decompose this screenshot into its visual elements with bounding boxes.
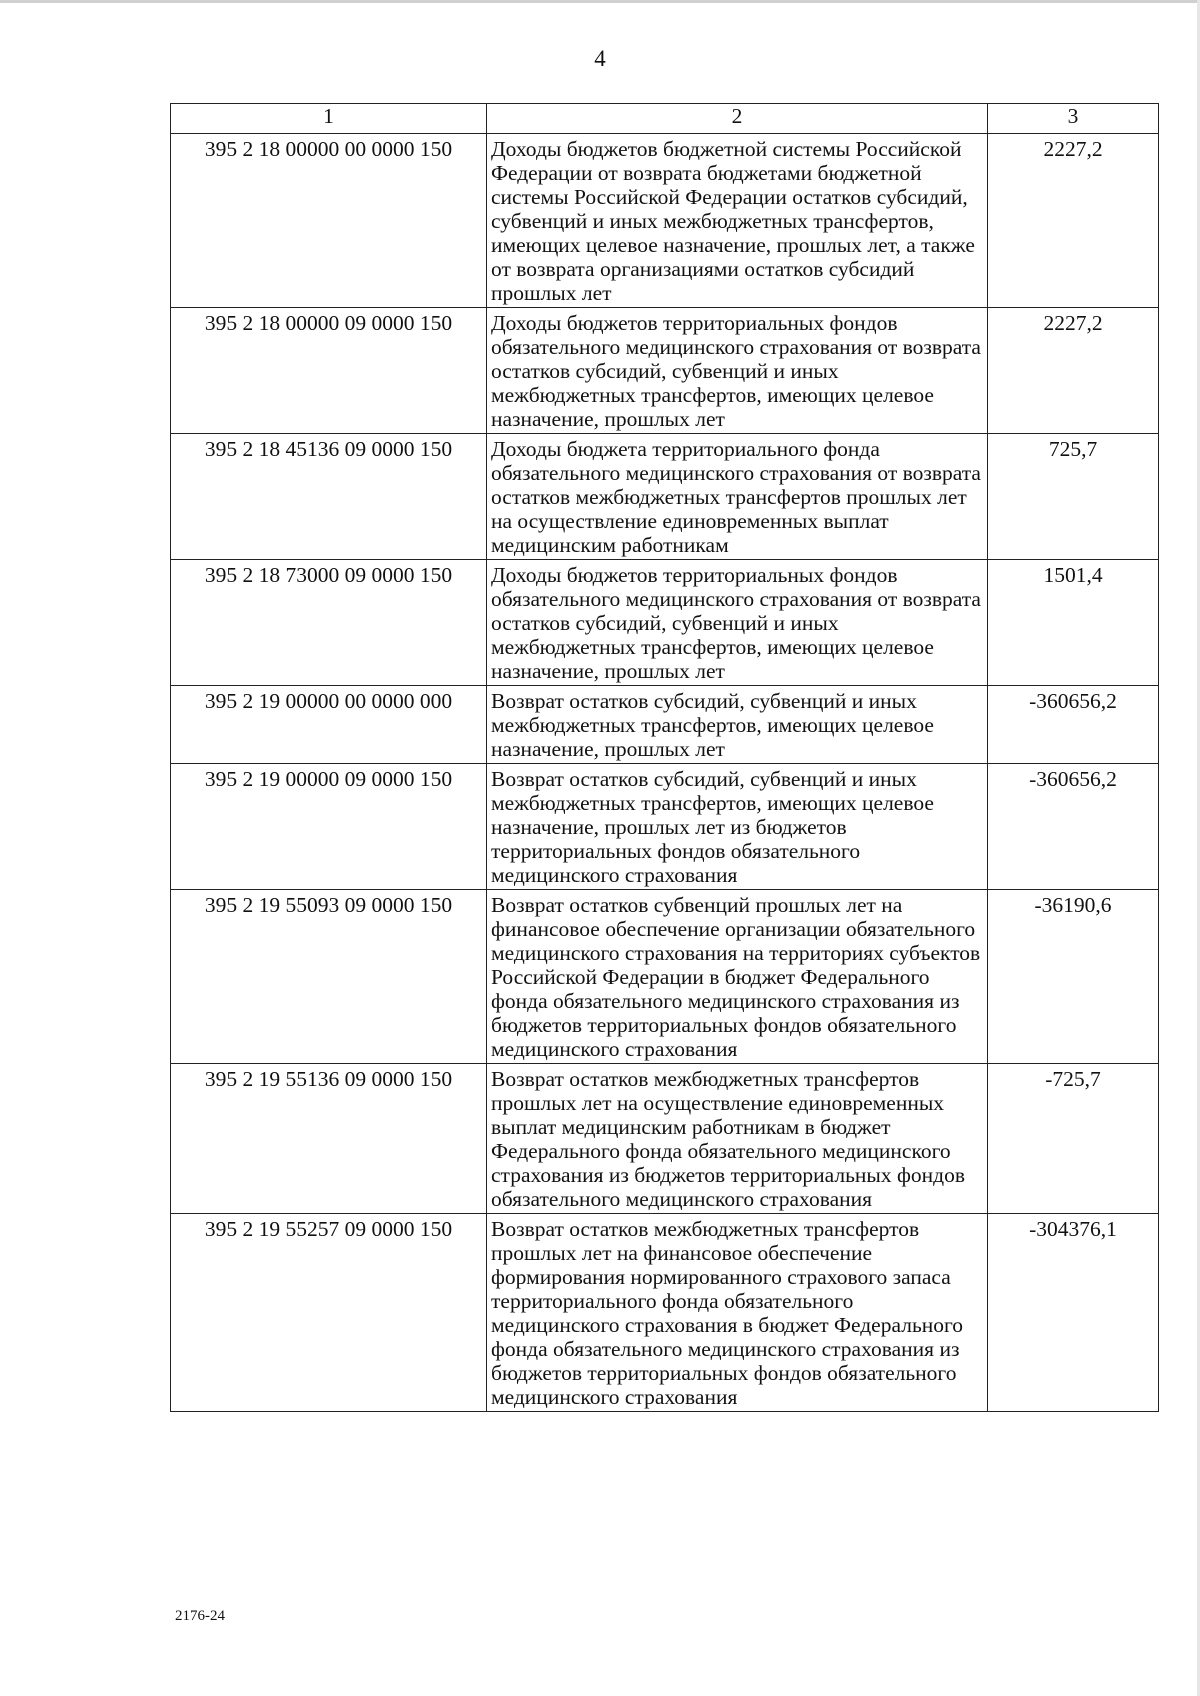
table-header-row: [171, 104, 1159, 134]
row-amount: 725,7: [988, 434, 1159, 560]
table-row: [171, 890, 1159, 1064]
row-code: 395 2 18 00000 09 0000 150: [171, 308, 487, 434]
row-amount: 1501,4: [988, 560, 1159, 686]
row-code: 395 2 19 00000 00 0000 000: [171, 686, 487, 764]
row-amount: -36190,6: [988, 890, 1159, 1064]
row-description: Доходы бюджетов территориальных фондов обязательного медицинского страхования от возврата остатков субсидий, субвенций и иных межбюджетных трансфертов, имеющих целевое назначение, прошлых лет: [487, 560, 988, 686]
row-description: Доходы бюджетов бюджетной системы Российской Федерации от возврата бюджетами бюджетной системы Российской Федерации остатков субсидий, субвенций и иных межбюджетных трансфертов, имеющих целевое назначение, прошлых лет, а также от возврата организациями остатков субсидий прошлых лет: [487, 134, 988, 308]
row-description: Возврат остатков межбюджетных трансфертов прошлых лет на осуществление единовременных выплат медицинским работникам в бюджет Федерального фонда обязательного медицинского страхования из бюджетов территориальных фондов обязательного медицинского страхования: [487, 1064, 988, 1214]
row-amount: -304376,1: [988, 1214, 1159, 1412]
row-amount: -360656,2: [988, 686, 1159, 764]
column-header-description: 2: [487, 104, 988, 134]
row-description: Доходы бюджета территориального фонда обязательного медицинского страхования от возврата остатков межбюджетных трансфертов прошлых лет на осуществление единовременных выплат медицинским работникам: [487, 434, 988, 560]
row-code: 395 2 19 55093 09 0000 150: [171, 890, 487, 1064]
row-code: 395 2 18 45136 09 0000 150: [171, 434, 487, 560]
row-description: Возврат остатков субсидий, субвенций и иных межбюджетных трансфертов, имеющих целевое назначение, прошлых лет из бюджетов территориальных фондов обязательного медицинского страхования: [487, 764, 988, 890]
table-row: [171, 764, 1159, 890]
table-row: [171, 308, 1159, 434]
row-amount: -725,7: [988, 1064, 1159, 1214]
table-row: [171, 686, 1159, 764]
row-code: 395 2 19 00000 09 0000 150: [171, 764, 487, 890]
row-code: 395 2 19 55257 09 0000 150: [171, 1214, 487, 1412]
row-description: Возврат остатков межбюджетных трансфертов прошлых лет на финансовое обеспечение формирования нормированного страхового запаса территориального фонда обязательного медицинского страхования в бюджет Федерального фонда обязательного медицинского страхования из бюджетов территориальных фондов обязательного медицинского страхования: [487, 1214, 988, 1412]
column-header-code: 1: [171, 104, 487, 134]
page-number: 4: [594, 46, 606, 71]
row-code: 395 2 18 00000 00 0000 150: [171, 134, 487, 308]
row-code: 395 2 19 55136 09 0000 150: [171, 1064, 487, 1214]
row-code: 395 2 18 73000 09 0000 150: [171, 560, 487, 686]
row-description: Возврат остатков субсидий, субвенций и иных межбюджетных трансфертов, имеющих целевое назначение, прошлых лет: [487, 686, 988, 764]
table-row: [171, 1214, 1159, 1412]
table-row: [171, 560, 1159, 686]
table-row: [171, 434, 1159, 560]
table-row: [171, 134, 1159, 308]
page-edge-top: [0, 0, 1200, 3]
document-id: 2176-24: [175, 1608, 225, 1624]
row-description: Возврат остатков субвенций прошлых лет на финансовое обеспечение организации обязательного медицинского страхования на территориях субъектов Российской Федерации в бюджет Федерального фонда обязательного медицинского страхования из бюджетов территориальных фондов обязательного медицинского страхования: [487, 890, 988, 1064]
row-amount: 2227,2: [988, 134, 1159, 308]
budget-table: [170, 103, 1159, 1412]
table-row: [171, 1064, 1159, 1214]
row-amount: -360656,2: [988, 764, 1159, 890]
row-amount: 2227,2: [988, 308, 1159, 434]
column-header-amount: 3: [988, 104, 1159, 134]
row-description: Доходы бюджетов территориальных фондов обязательного медицинского страхования от возврата остатков субсидий, субвенций и иных межбюджетных трансфертов, имеющих целевое назначение, прошлых лет: [487, 308, 988, 434]
